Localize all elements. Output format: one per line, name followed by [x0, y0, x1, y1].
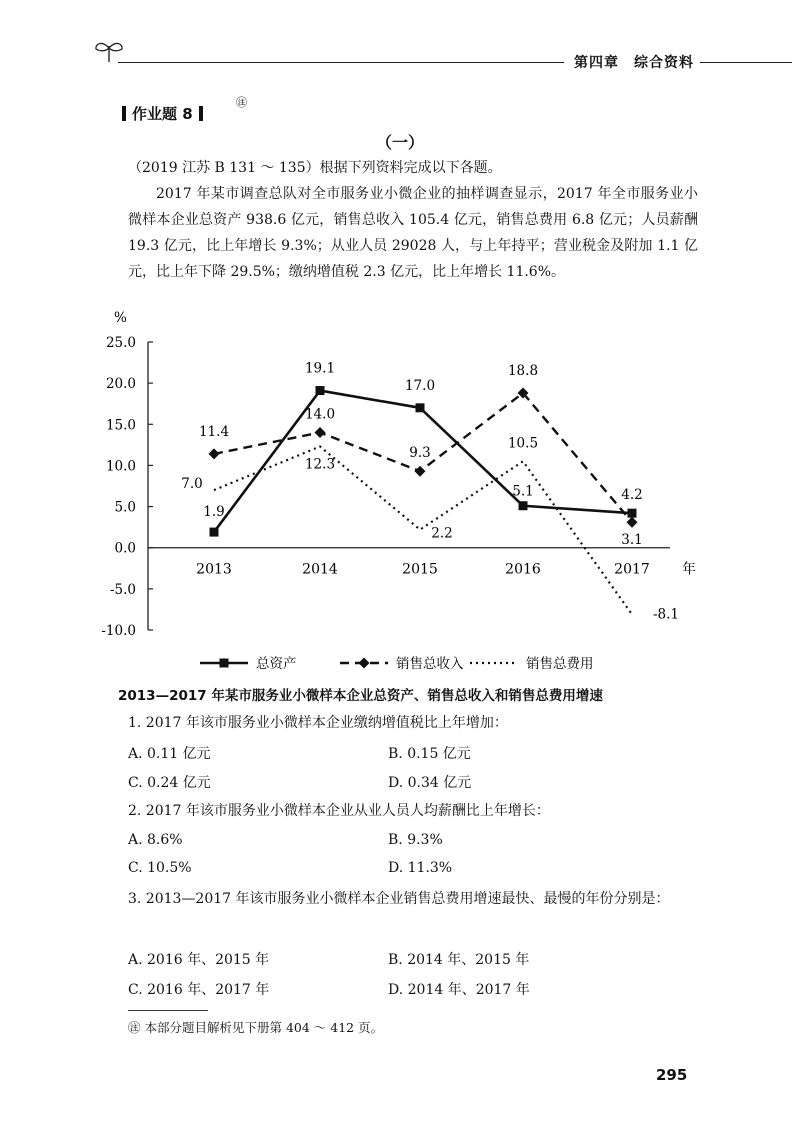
- data-label: 4.2: [621, 487, 643, 504]
- q2-option-d: D. 11.3%: [388, 860, 453, 876]
- total-assets-point: [519, 501, 528, 510]
- chart-title: 2013—2017 年某市服务业小微样本企业总资产、销售总收入和销售总费用增速: [118, 688, 603, 704]
- data-label: -8.1: [652, 606, 680, 623]
- question-3-stem: 3. 2013—2017 年该市服务业小微样本企业销售总费用增速最快、最慢的年份分别是：: [128, 891, 670, 907]
- y-tick-label: 15.0: [105, 417, 136, 434]
- legend-label: 总资产: [256, 656, 297, 672]
- data-label: 11.4: [198, 423, 230, 440]
- data-label: 10.5: [507, 435, 539, 452]
- data-label: 7.0: [181, 476, 203, 493]
- part-title: （一）: [375, 133, 424, 152]
- x-tick-label: 2016: [505, 561, 541, 578]
- x-axis-unit: 年: [682, 561, 696, 578]
- footnote: ㊟ 本部分题目解析见下册第 404 ～ 412 页。: [128, 1020, 384, 1035]
- y-tick-label: -5.0: [109, 581, 136, 598]
- q2-option-a: A. 8.6%: [128, 832, 183, 848]
- y-tick-label: 25.0: [105, 335, 136, 351]
- header-rule-left: [118, 62, 564, 63]
- y-tick-label: 0.0: [114, 540, 136, 557]
- total-assets-point: [210, 528, 219, 537]
- legend-label: 销售总费用: [526, 656, 594, 672]
- sales-revenue-point: [209, 448, 220, 459]
- growth-line-chart: [90, 300, 710, 680]
- assignment-tag: [116, 103, 209, 124]
- q1-option-a: A. 0.11 亿元: [128, 746, 211, 762]
- q1-option-d: D. 0.34 亿元: [388, 775, 472, 791]
- data-label: 3.1: [621, 532, 643, 549]
- q1-option-c: C. 0.24 亿元: [128, 775, 211, 791]
- legend-marker: [220, 659, 229, 668]
- legend-marker: [359, 658, 370, 669]
- x-tick-label: 2013: [196, 561, 232, 578]
- x-tick-label: 2017: [614, 561, 650, 578]
- page-number: 295: [656, 1066, 688, 1084]
- data-label: 9.3: [409, 445, 431, 462]
- sales-revenue-point: [627, 517, 638, 528]
- total-assets-point: [628, 509, 637, 518]
- header-rule-right: [692, 62, 792, 63]
- q2-option-b: B. 9.3%: [388, 832, 443, 848]
- y-tick-label: 20.0: [105, 376, 136, 393]
- sales-revenue-point: [315, 427, 326, 438]
- legend-label: 销售总收入: [396, 656, 464, 672]
- x-tick-label: 2015: [402, 561, 438, 578]
- note-mark: ㊟: [236, 96, 247, 109]
- y-tick-label: 10.0: [105, 458, 136, 475]
- data-label: 14.0: [304, 406, 336, 423]
- data-label: 1.9: [203, 504, 225, 521]
- question-1-stem: 1. 2017 年该市服务业小微样本企业缴纳增值税比上年增加：: [128, 715, 508, 731]
- y-tick-label: -10.0: [101, 623, 136, 639]
- data-label: 17.0: [404, 377, 436, 394]
- q3-option-d: D. 2014 年、2017 年: [388, 982, 530, 998]
- q3-option-b: B. 2014 年、2015 年: [388, 952, 530, 968]
- y-axis-unit: %: [114, 310, 127, 326]
- y-tick-label: 5.0: [114, 499, 136, 516]
- source-line: （2019 江苏 B 131 ～ 135）根据下列资料完成以下各题。: [128, 160, 502, 176]
- q3-option-c: C. 2016 年、2017 年: [128, 982, 270, 998]
- data-label: 12.3: [304, 456, 336, 473]
- q3-option-a: A. 2016 年、2015 年: [128, 952, 270, 968]
- sprout-icon: [92, 36, 126, 64]
- chapter-title: 第四章 综合资料: [568, 52, 700, 72]
- sales-revenue-point: [415, 466, 426, 477]
- q1-option-b: B. 0.15 亿元: [388, 746, 471, 762]
- total-assets-point: [316, 386, 325, 395]
- x-tick-label: 2014: [302, 561, 338, 578]
- data-label: 18.8: [507, 363, 539, 380]
- data-label: 2.2: [431, 525, 453, 542]
- data-label: 5.1: [512, 483, 534, 500]
- intro-paragraph: 2017 年某市调查总队对全市服务业小微企业的抽样调查显示，2017 年全市服务业小微样本企业总资产 938.6 亿元，销售总收入 105.4 亿元，销售总费用 6.8 亿元；人员薪酬 19.3 亿元，比上年增长 9.3%；从业人员 29028 人，与上年持平；营业税金及附加 1.1 亿元，比上年下降 29.5%；缴纳增值税 2.3 亿元，比上年增长 11.6%。: [128, 186, 698, 280]
- assignment-tag-text: 作业题 8: [132, 105, 193, 123]
- q2-option-c: C. 10.5%: [128, 860, 192, 876]
- footnote-rule: [128, 1010, 208, 1011]
- data-label: 19.1: [304, 360, 336, 377]
- total-assets-point: [416, 403, 425, 412]
- question-2-stem: 2. 2017 年该市服务业小微样本企业从业人员人均薪酬比上年增长：: [128, 803, 550, 819]
